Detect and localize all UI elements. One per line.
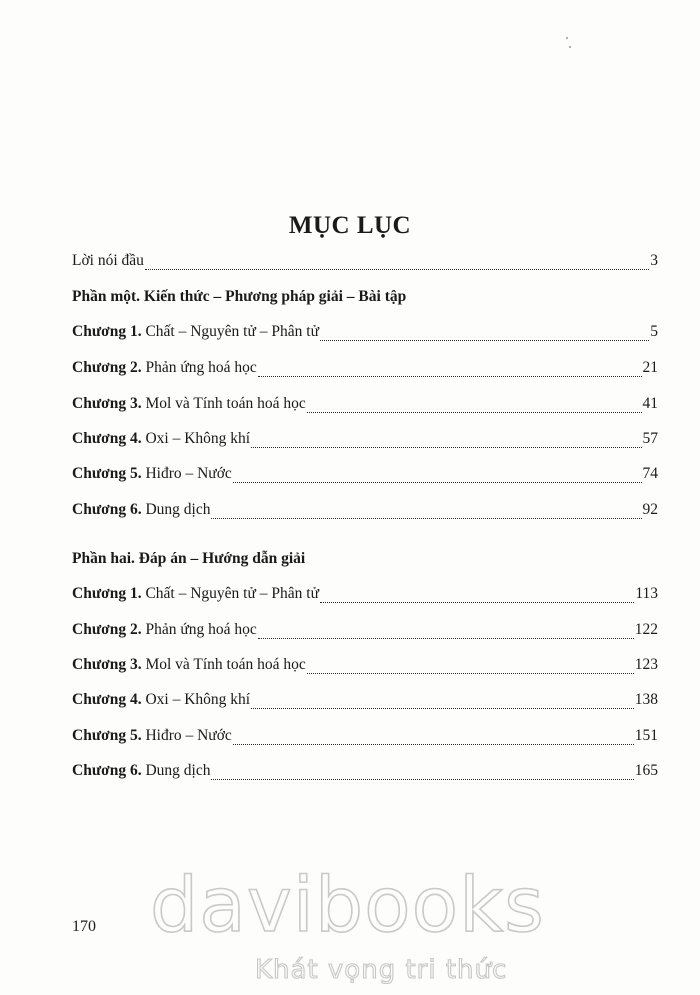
dot-leader: [307, 410, 642, 413]
part1-heading: Phần một. Kiến thức – Phương pháp giải – Bài tập: [72, 288, 407, 305]
watermark-tagline: Khát vọng tri thức: [255, 955, 508, 985]
toc-entry: [72, 727, 658, 749]
scan-speck: [566, 37, 568, 39]
dot-leader: [145, 267, 649, 270]
chapter-number: Chương 5.: [72, 727, 142, 744]
entry-page: 5: [650, 323, 658, 340]
toc-entry-preface: [72, 252, 658, 274]
toc-entry: [72, 585, 658, 607]
chapter-number: Chương 4.: [72, 430, 142, 447]
toc-entry: [72, 323, 658, 345]
entry-page: 151: [634, 727, 658, 744]
page-number: 170: [72, 918, 96, 935]
chapter-title: Chất – Nguyên tử – Phân tử: [145, 323, 319, 340]
toc-entry: [72, 430, 658, 452]
entry-page: 57: [642, 430, 658, 447]
entry-label: Lời nói đầu: [72, 252, 144, 269]
chapter-title: Oxi – Không khí: [145, 430, 251, 447]
dot-leader: [320, 338, 649, 341]
chapter-number: Chương 1.: [72, 585, 142, 602]
chapter-title: Mol và Tính toán hoá học: [145, 656, 306, 673]
chapter-number: Chương 4.: [72, 691, 142, 708]
chapter-number: Chương 6.: [72, 762, 142, 779]
toc-entry: [72, 359, 658, 381]
dot-leader: [233, 742, 634, 745]
chapter-number: Chương 2.: [72, 359, 142, 376]
chapter-number: Chương 2.: [72, 621, 142, 638]
toc-entry: [72, 621, 658, 643]
chapter-title: Hiđro – Nước: [145, 465, 232, 482]
chapter-title: Phản ứng hoá học: [145, 621, 257, 638]
entry-page: 74: [642, 465, 658, 482]
chapter-number: Chương 3.: [72, 656, 142, 673]
dot-leader: [251, 445, 641, 448]
dot-leader: [258, 374, 642, 377]
entry-page: 3: [650, 252, 658, 269]
chapter-number: Chương 6.: [72, 501, 142, 518]
entry-page: 138: [634, 691, 658, 708]
chapter-title: Mol và Tính toán hoá học: [145, 395, 306, 412]
entry-page: 41: [642, 395, 658, 412]
toc-entry: [72, 762, 658, 784]
entry-page: 122: [634, 621, 658, 638]
watermark-logo: davibooks: [150, 860, 545, 949]
entry-page: 21: [642, 359, 658, 376]
dot-leader: [211, 516, 641, 519]
scan-speck: [569, 46, 571, 48]
toc-entry: [72, 465, 658, 487]
dot-leader: [211, 777, 633, 780]
dot-leader: [320, 600, 634, 603]
chapter-number: Chương 3.: [72, 395, 142, 412]
dot-leader: [251, 706, 634, 709]
chapter-number: Chương 5.: [72, 465, 142, 482]
chapter-title: Dung dịch: [145, 501, 211, 518]
chapter-title: Dung dịch: [145, 762, 211, 779]
part2-heading: Phần hai. Đáp án – Hướng dẫn giải: [72, 550, 306, 567]
chapter-title: Phản ứng hoá học: [145, 359, 257, 376]
toc-entry: [72, 501, 658, 523]
toc-entry: [72, 691, 658, 713]
dot-leader: [258, 636, 634, 639]
toc-entry: [72, 395, 658, 417]
chapter-title: Oxi – Không khí: [145, 691, 251, 708]
entry-page: 123: [634, 656, 658, 673]
dot-leader: [307, 671, 634, 674]
entry-page: 165: [634, 762, 658, 779]
entry-page: 92: [642, 501, 658, 518]
chapter-title: Chất – Nguyên tử – Phân tử: [145, 585, 319, 602]
chapter-title: Hiđro – Nước: [145, 727, 232, 744]
entry-page: 113: [635, 585, 658, 602]
dot-leader: [233, 480, 642, 483]
chapter-number: Chương 1.: [72, 323, 142, 340]
toc-entry: [72, 656, 658, 678]
toc-title: MỤC LỤC: [288, 212, 412, 239]
